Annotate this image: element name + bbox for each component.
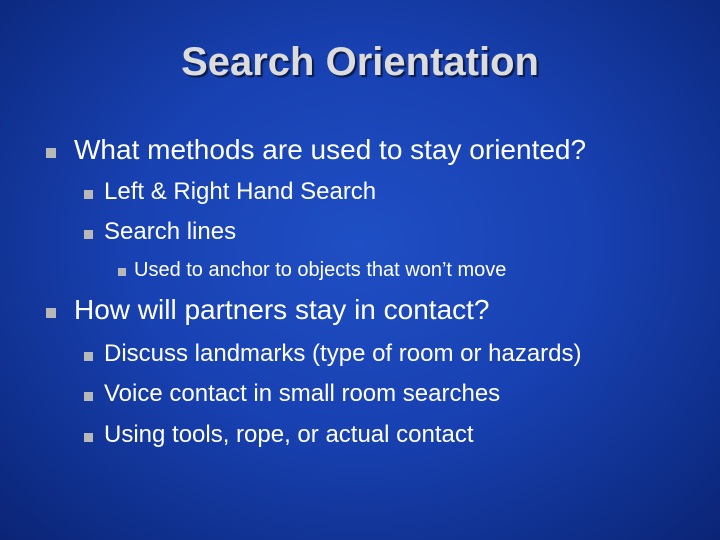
- square-bullet-icon: [84, 433, 93, 442]
- bullet-text: How will partners stay in contact?: [74, 294, 490, 325]
- square-bullet-icon: [84, 230, 93, 239]
- square-bullet-icon: [118, 268, 126, 276]
- bullet-text: Voice contact in small room searches: [104, 380, 501, 407]
- square-bullet-icon: [46, 308, 56, 318]
- bullet-level1: [74, 134, 586, 166]
- square-bullet-icon: [46, 148, 56, 158]
- bullet-level1: [74, 294, 490, 326]
- square-bullet-icon: [84, 392, 93, 401]
- bullet-text: Left & Right Hand Search: [104, 178, 377, 205]
- slide-title: Search Orientation: [181, 40, 539, 84]
- square-bullet-icon: [84, 352, 93, 361]
- bullet-level2: [104, 178, 376, 206]
- bullet-text: Used to anchor to objects that won’t move: [134, 259, 507, 281]
- bullet-level2: [104, 380, 500, 408]
- bullet-level2: [104, 340, 582, 368]
- bullet-level3: [134, 259, 506, 282]
- bullet-text: What methods are used to stay oriented?: [74, 134, 587, 165]
- bullet-text: Search lines: [104, 218, 237, 245]
- bullet-level2: [104, 218, 236, 246]
- bullet-level2: [104, 421, 474, 449]
- bullet-text: Using tools, rope, or actual contact: [104, 421, 474, 448]
- square-bullet-icon: [84, 190, 93, 199]
- bullet-text: Discuss landmarks (type of room or hazards): [104, 340, 582, 367]
